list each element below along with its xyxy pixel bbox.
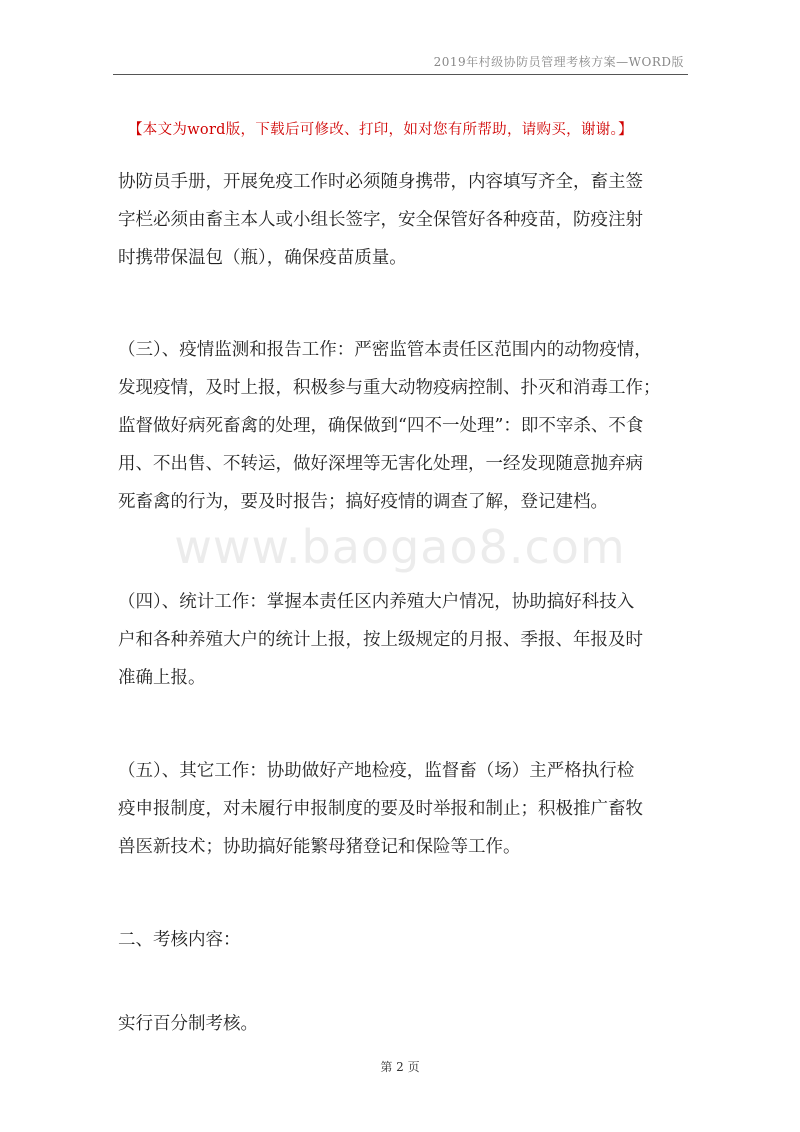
text-line: 字栏必须由畜主本人或小组长签字，安全保管好各种疫苗，防疫注射 <box>118 210 643 230</box>
section-heading-assessment <box>118 921 690 959</box>
header-title: 2019年村级协防员管理考核方案—WORD版 <box>433 55 684 69</box>
paragraph-epidemic-monitoring <box>118 331 690 521</box>
body-text <box>118 921 690 959</box>
text-line: 死畜禽的行为，要及时报告；搞好疫情的调查了解，登记建档。 <box>118 492 608 512</box>
header-divider <box>113 74 688 75</box>
text-line: （四）、统计工作：掌握本责任区内养殖大户情况，协助搞好科技入 <box>118 592 635 612</box>
text-line: 协防员手册，开展免疫工作时必须随身携带，内容填写齐全，畜主签 <box>118 172 643 192</box>
page-number: 第 2 页 <box>380 1060 420 1074</box>
body-text <box>118 331 690 521</box>
body-text <box>118 163 690 277</box>
text-line: 准确上报。 <box>118 668 206 688</box>
paragraph-statistics <box>118 583 690 697</box>
paragraph-other-work <box>118 752 690 866</box>
text-line: 时携带保温包（瓶），确保疫苗质量。 <box>118 248 407 268</box>
text-line: （三）、疫情监测和报告工作：严密监管本责任区范围内的动物疫情， <box>118 340 652 360</box>
text-line: 发现疫情，及时上报，积极参与重大动物疫病控制、扑灭和消毒工作； <box>118 378 661 398</box>
paragraph-handbook <box>118 163 690 277</box>
text-line: 兽医新技术；协助搞好能繁母猪登记和保险等工作。 <box>118 837 521 857</box>
text-line: （五）、其它工作：协助做好产地检疫，监督畜（场）主严格执行检 <box>118 761 635 781</box>
text-line: 疫申报制度，对未履行申报制度的要及时举报和制止；积极推广畜牧 <box>118 799 643 819</box>
body-text <box>118 583 690 697</box>
body-text <box>118 1005 690 1043</box>
body-text <box>118 752 690 866</box>
text-line: 户和各种养殖大户的统计上报，按上级规定的月报、季报、年报及时 <box>118 630 643 650</box>
purchase-notice: 【本文为word版，下载后可修改、打印，如对您有所帮助，请购买，谢谢。】 <box>128 122 633 138</box>
paragraph-scoring <box>118 1005 690 1043</box>
text-line: 实行百分制考核。 <box>118 1014 258 1034</box>
text-line: 监督做好病死畜禽的处理，确保做到“四不一处理”：即不宰杀、不食 <box>118 416 644 436</box>
text-line: 二、考核内容： <box>118 930 241 950</box>
watermark: www.baogao8.com <box>174 520 626 574</box>
text-line: 用、不出售、不转运，做好深埋等无害化处理，一经发现随意抛弃病 <box>118 454 643 474</box>
